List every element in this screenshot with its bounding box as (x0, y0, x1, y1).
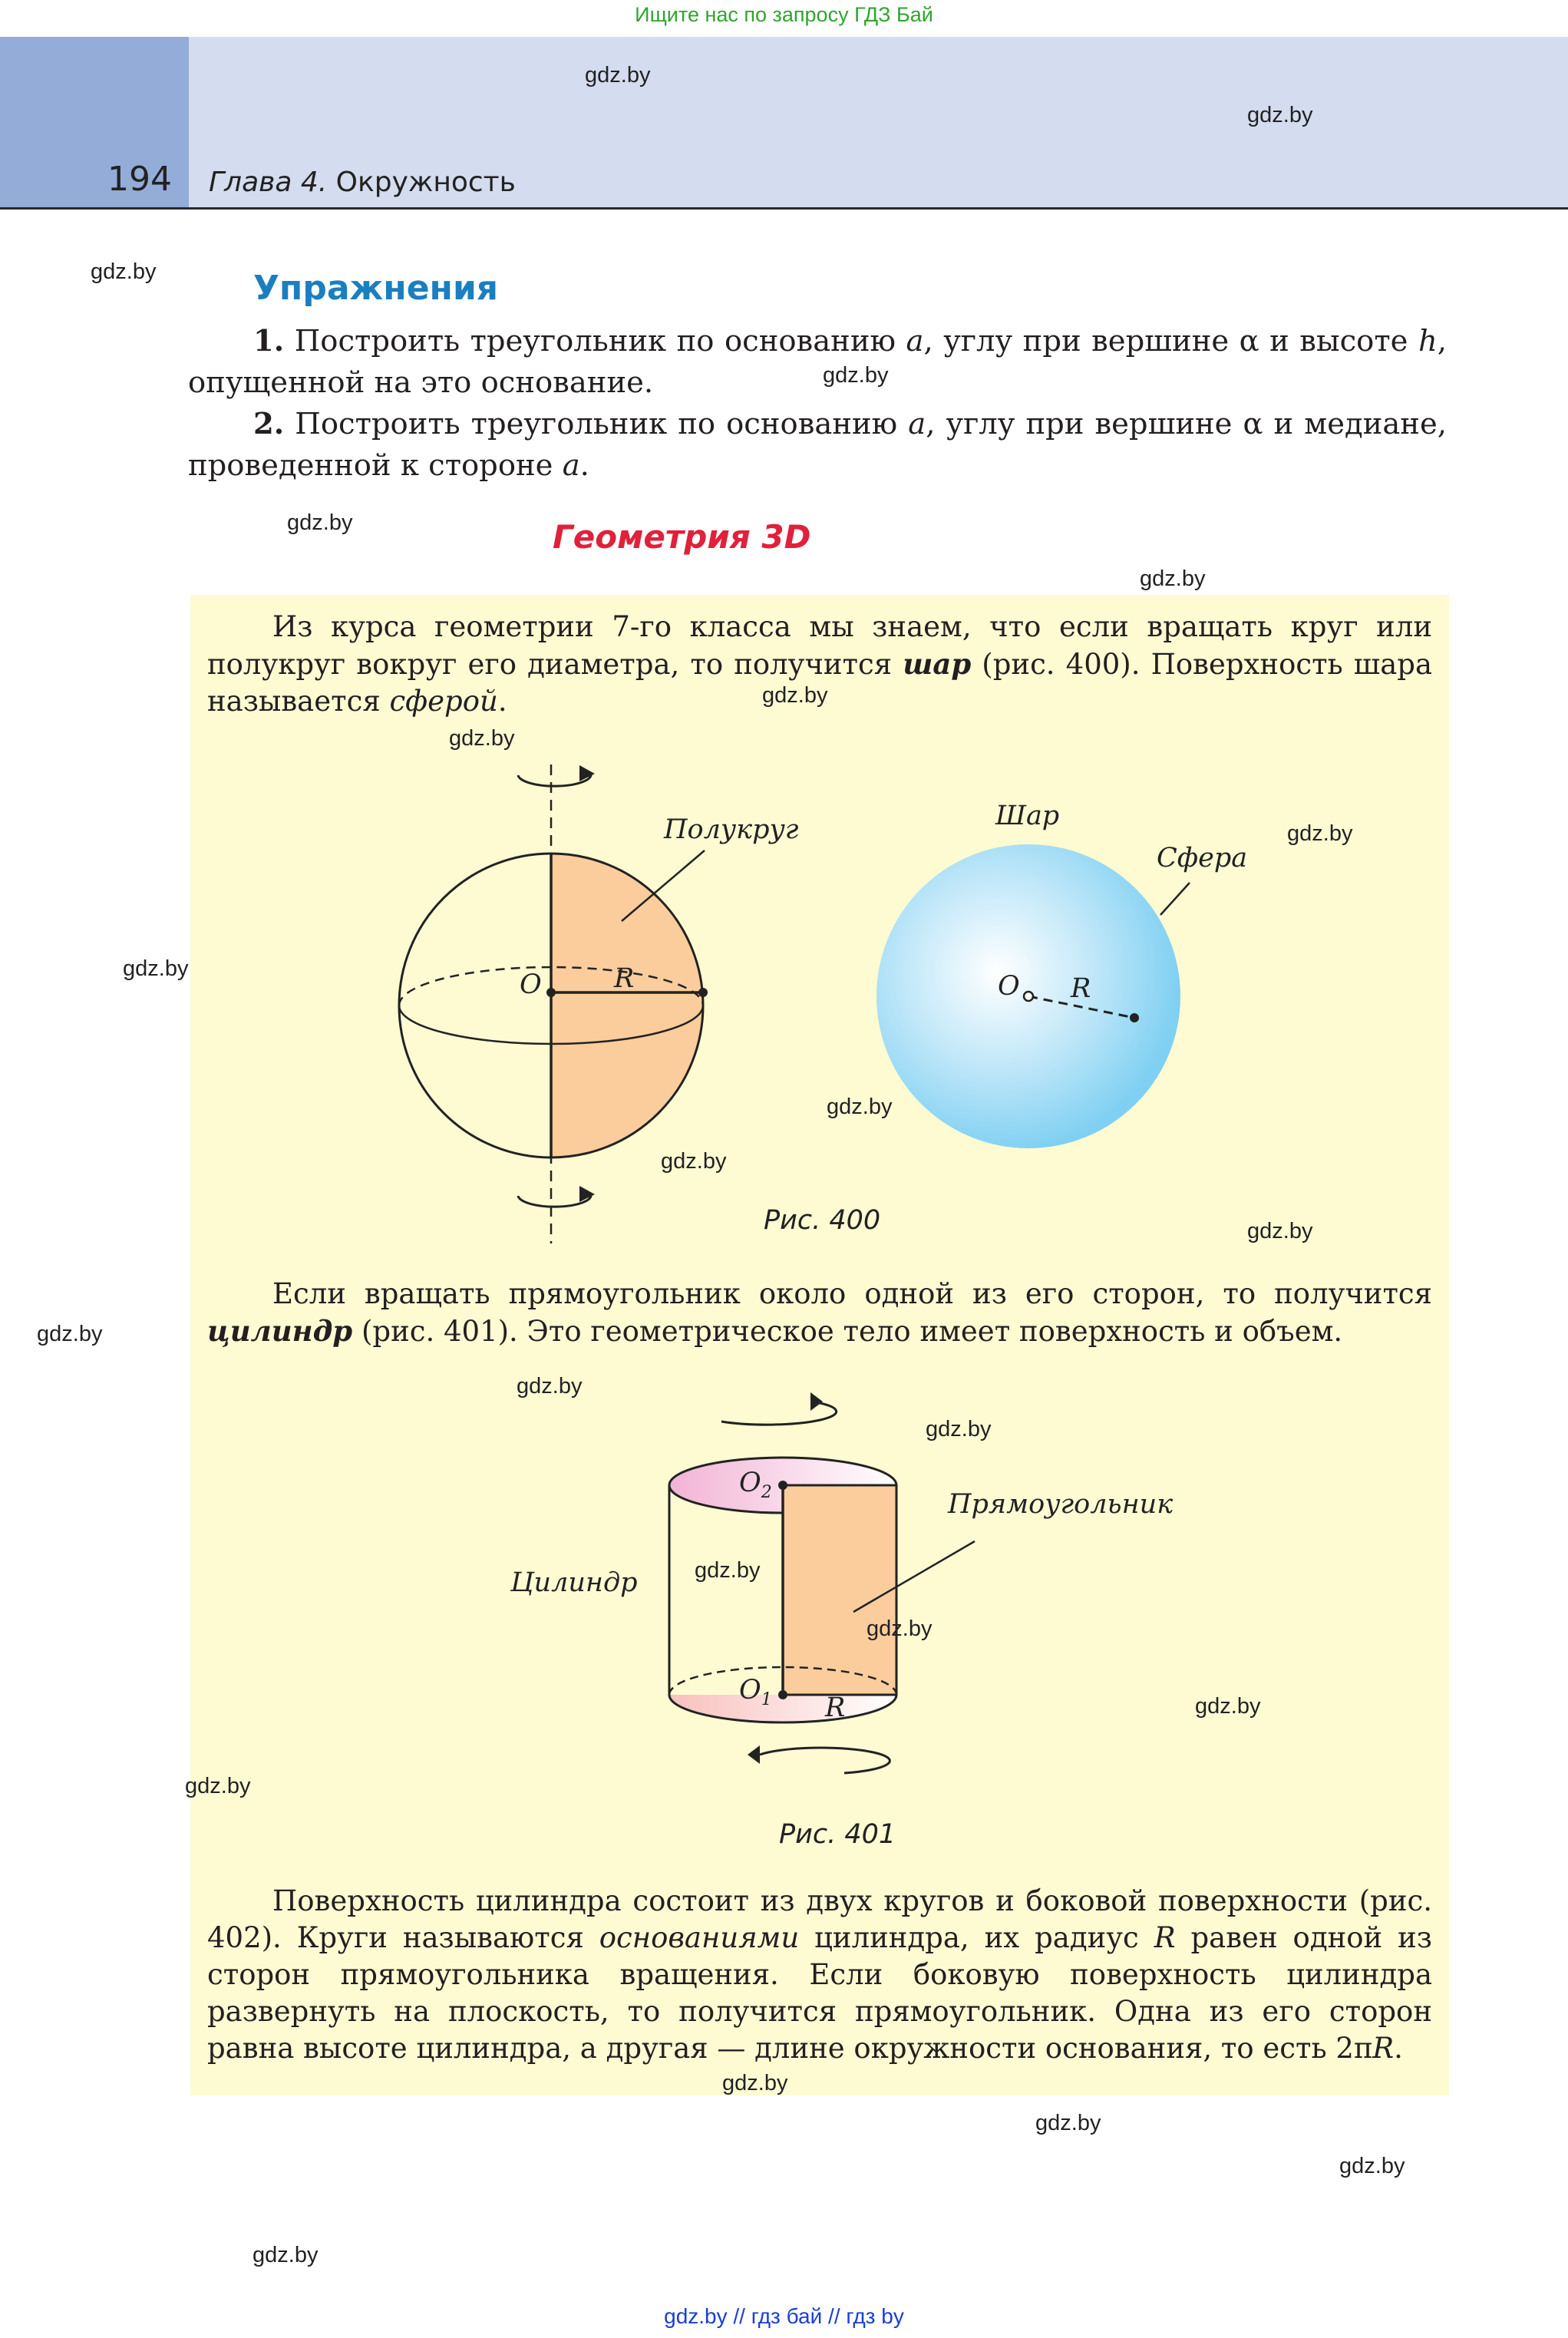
watermark: gdz.by (585, 63, 651, 88)
exercise-2: 2. Построить треугольник по основанию a, углу при вершине α и медиане, проведенной к стороне a. (188, 407, 1447, 483)
center-point (546, 988, 556, 997)
watermark: gdz.by (661, 1149, 727, 1174)
paragraph-cylinder: Если вращать прямоугольник около одной из его сторон, то получится цилиндр (рис. 401). Это геометрическое тело имеет поверхность и объем. (207, 1277, 1432, 1348)
footer-links[interactable]: gdz.by // гдз бай // гдз by (664, 2304, 904, 2328)
chapter-title: Глава 4. Окружность (209, 167, 516, 198)
ball-edge-point (1130, 1013, 1139, 1022)
caption-fig-401: Рис. 401 (779, 1819, 896, 1850)
sphere-pointer (1160, 883, 1190, 915)
label-ball-center-O: O (998, 971, 1020, 1002)
exercise-1: 1. Построить треугольник по основанию a, углу при вершине α и высоте h, опущенной на это основание. (188, 324, 1447, 400)
top-search-link[interactable]: Ищите нас по запросу ГДЗ Бай (635, 3, 933, 26)
watermark: gdz.by (123, 956, 189, 981)
cyl-rotation-arrow-bottom (760, 1748, 890, 1773)
rect-pointer (844, 1535, 982, 1620)
label-center-O: O (520, 969, 542, 1000)
label-cylinder: Цилиндр (510, 1567, 638, 1598)
center-O1 (778, 1690, 787, 1699)
watermark: gdz.by (517, 1374, 583, 1399)
watermark: gdz.by (762, 683, 828, 708)
label-semicircle: Полукруг (664, 814, 799, 845)
label-O1: $O_1$ (739, 1675, 772, 1709)
label-cyl-R: R (825, 1692, 846, 1723)
watermark: gdz.by (1035, 2111, 1101, 2135)
exercises-heading: Упражнения (253, 269, 499, 308)
label-sphere: Сфера (1157, 843, 1248, 873)
watermark: gdz.by (867, 1616, 933, 1641)
watermark: gdz.by (449, 726, 515, 751)
watermark: gdz.by (1247, 103, 1313, 127)
center-O2 (778, 1481, 787, 1490)
label-ball: Шар (995, 801, 1060, 831)
watermark: gdz.by (1195, 1694, 1261, 1719)
ball-center (1024, 992, 1033, 1001)
watermark: gdz.by (722, 2071, 788, 2095)
figure-400 (345, 737, 1266, 1259)
edge-point (698, 988, 708, 997)
header-divider (0, 207, 1568, 210)
watermark: gdz.by (827, 1095, 893, 1119)
watermark: gdz.by (823, 363, 889, 388)
watermark: gdz.by (926, 1417, 992, 1441)
semicircle-fill (551, 854, 703, 1157)
watermark: gdz.by (253, 2243, 319, 2267)
caption-fig-400: Рис. 400 (764, 1205, 881, 1236)
label-O2: $O_2$ (739, 1468, 772, 1502)
label-ball-radius-R: R (1071, 973, 1091, 1004)
watermark: gdz.by (1339, 2154, 1405, 2178)
watermark: gdz.by (695, 1558, 761, 1583)
paragraph-ball: Из курса геометрии 7-го класса мы знаем, что если вращать круг или полукруг вокруг его диаметра, то получится шар (рис. 400). Поверхность шара называется сферой. (207, 610, 1432, 718)
watermark: gdz.by (37, 1322, 103, 1346)
watermark: gdz.by (287, 510, 353, 535)
watermark: gdz.by (91, 259, 157, 284)
cyl-arrow-head-top (810, 1392, 823, 1411)
watermark: gdz.by (1287, 821, 1353, 846)
label-radius-R: R (614, 963, 635, 994)
paragraph-cylinder-surface: Поверхность цилиндра состоит из двух кругов и боковой поверхности (рис. 402). Круги называются основаниями цилиндра, их радиус R равен одной из сторон прямоугольника вращения. Если боковую поверхность цилиндра развернуть на плоскость, то получится прямоугольник. Одна из его сторон равна высоте цилиндра, а другая — длине окружности основания, то есть 2πR. (207, 1884, 1432, 2065)
watermark: gdz.by (185, 1774, 251, 1798)
label-rectangle: Прямоугольник (948, 1489, 1174, 1520)
cyl-arrow-head-bottom (748, 1745, 760, 1764)
geometry-3d-heading: Геометрия 3D (553, 518, 811, 556)
cyl-rotation-arrow-top (721, 1402, 837, 1425)
watermark: gdz.by (1247, 1219, 1313, 1243)
page-number: 194 (107, 160, 172, 199)
watermark: gdz.by (1140, 566, 1206, 591)
